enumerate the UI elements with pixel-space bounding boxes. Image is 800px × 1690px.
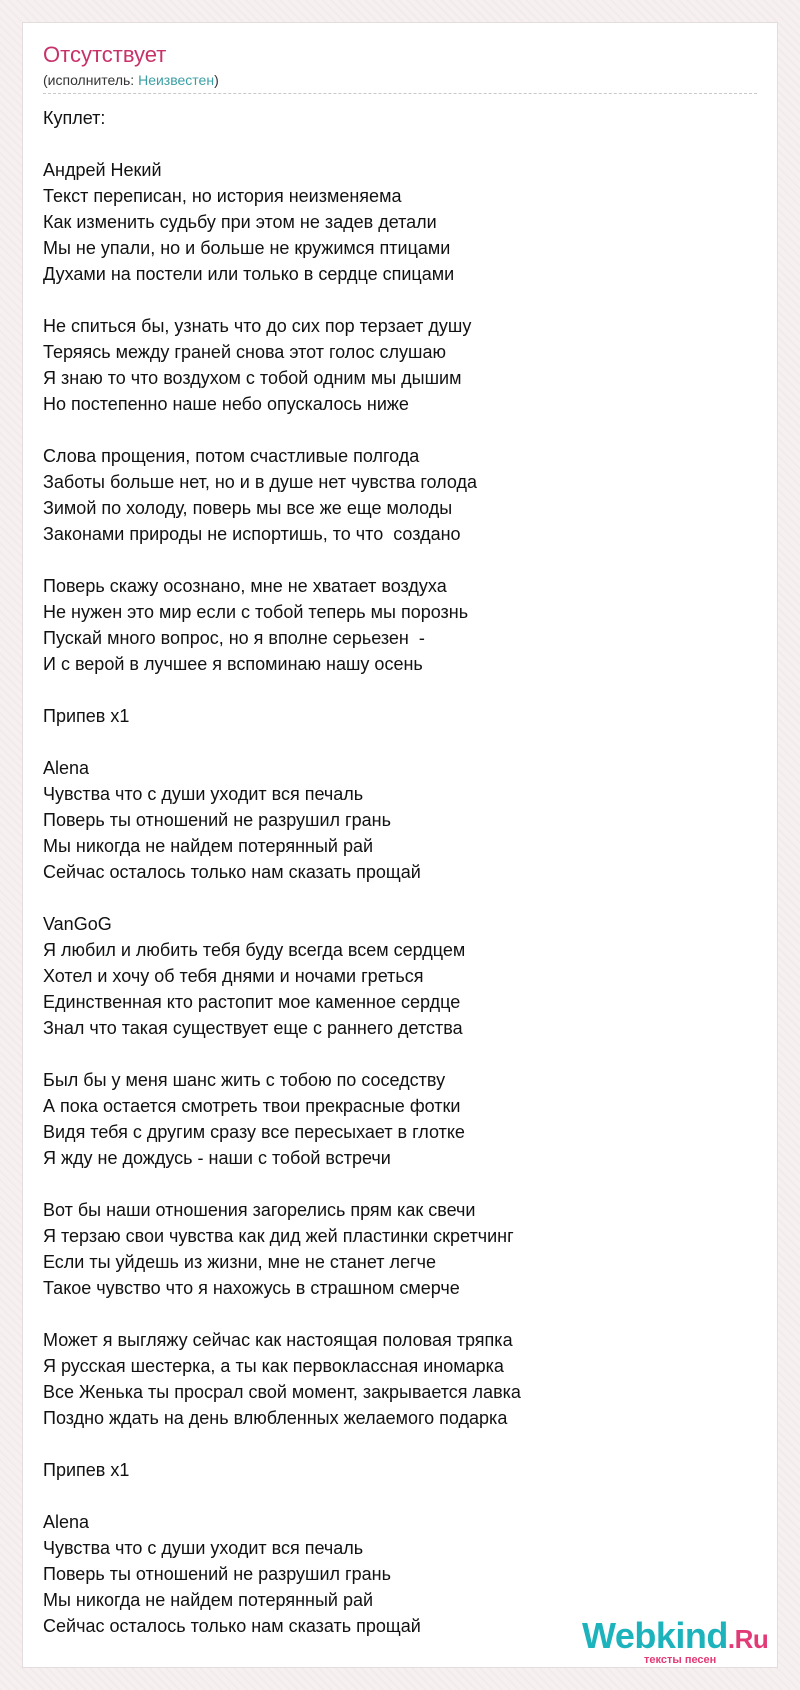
lyric-line: Слова прощения, потом счастливые полгода <box>43 446 420 466</box>
stanza-break <box>43 417 743 443</box>
lyric-line: А пока остается смотреть твои прекрасные фотки <box>43 1096 461 1116</box>
lyric-line: Зимой по холоду, поверь мы все же еще молоды <box>43 498 453 518</box>
lyric-line: И с верой в лучшее я вспоминаю нашу осень <box>43 654 423 674</box>
lyric-line: Духами на постели или только в сердце спицами <box>43 264 455 284</box>
stanza-break <box>43 1171 743 1197</box>
lyric-line: Я знаю то что воздухом с тобой одним мы дышим <box>43 368 462 388</box>
lyric-line: Мы никогда не найдем потерянный рай <box>43 836 374 856</box>
lyric-line: Я терзаю свои чувства как дид жей пластинки скретчинг <box>43 1226 514 1246</box>
lyric-line: Знал что такая существует еще с раннего детства <box>43 1018 463 1038</box>
lyric-line: Может я выгляжу сейчас как настоящая половая тряпка <box>43 1330 513 1350</box>
lyric-line: Видя тебя с другим сразу все пересыхает в глотке <box>43 1122 465 1142</box>
stanza-break <box>43 1041 743 1067</box>
lyric-line: Припев х1 <box>43 1460 130 1480</box>
logo-tagline: тексты песен <box>644 1654 717 1666</box>
lyric-line: Я русская шестерка, а ты как первоклассная иномарка <box>43 1356 504 1376</box>
lyric-line: Если ты уйдешь из жизни, мне не станет легче <box>43 1252 436 1272</box>
performer-line <box>43 71 219 89</box>
stanza-break <box>43 885 743 911</box>
lyric-line: Не спиться бы, узнать что до сих пор терзает душу <box>43 316 472 336</box>
lyric-line: Чувства что с души уходит вся печаль <box>43 1538 364 1558</box>
lyric-line: Был бы у меня шанс жить с тобою по соседству <box>43 1070 446 1090</box>
stanza-break <box>43 547 743 573</box>
lyrics-card <box>22 22 778 1668</box>
lyric-line: Заботы больше нет, но и в душе нет чувства голода <box>43 472 477 492</box>
lyric-line: Теряясь между граней снова этот голос слушаю <box>43 342 446 362</box>
lyric-line: Сейчас осталось только нам сказать прощай <box>43 1616 421 1636</box>
stanza-break <box>43 729 743 755</box>
performer-suffix: ) <box>214 72 219 88</box>
lyric-line: Мы не упали, но и больше не кружимся птицами <box>43 238 451 258</box>
stanza-break <box>43 287 743 313</box>
lyric-line: Как изменить судьбу при этом не задев детали <box>43 212 437 232</box>
performer-link[interactable]: Неизвестен <box>138 72 215 88</box>
lyric-line: Андрей Некий <box>43 160 162 180</box>
lyric-line: Такое чувство что я нахожусь в страшном смерче <box>43 1278 460 1298</box>
stanza-break <box>43 1483 743 1509</box>
lyric-line: Не нужен это мир если с тобой теперь мы порознь <box>43 602 469 622</box>
webkind-logo <box>582 1616 782 1676</box>
lyric-line: Вот бы наши отношения загорелись прям как свечи <box>43 1200 476 1220</box>
song-title: Отсутствует <box>43 42 167 67</box>
logo-wordmark <box>582 1616 768 1659</box>
lyric-line: Законами природы не испортишь, то что создано <box>43 524 461 544</box>
logo-main-text: Webkind <box>582 1615 728 1656</box>
lyric-line: Мы никогда не найдем потерянный рай <box>43 1590 374 1610</box>
stanza-break <box>43 1301 743 1327</box>
lyric-line: Поздно ждать на день влюбленных желаемого подарка <box>43 1408 508 1428</box>
lyric-line: Поверь скажу осознано, мне не хватает воздуха <box>43 576 447 596</box>
lyric-line: Сейчас осталось только нам сказать прощай <box>43 862 421 882</box>
lyric-line: Поверь ты отношений не разрушил грань <box>43 810 391 830</box>
lyric-line: Хотел и хочу об тебя днями и ночами греться <box>43 966 424 986</box>
title-divider <box>43 93 757 94</box>
lyric-line: Пускай много вопрос, но я вполне серьезен - <box>43 628 425 648</box>
performer-prefix: (исполнитель: <box>43 72 139 88</box>
lyric-line: Припев х1 <box>43 706 130 726</box>
stanza-break <box>43 1431 743 1457</box>
stanza-break <box>43 131 743 157</box>
lyric-line: Я жду не дождусь - наши с тобой встречи <box>43 1148 391 1168</box>
lyric-line: VanGoG <box>43 914 112 934</box>
stanza-break <box>43 677 743 703</box>
lyric-line: Alena <box>43 1512 90 1532</box>
lyric-line: Куплет: <box>43 108 106 128</box>
lyrics-body <box>43 105 743 1639</box>
lyric-line: Чувства что с души уходит вся печаль <box>43 784 364 804</box>
lyric-line: Я любил и любить тебя буду всегда всем сердцем <box>43 940 466 960</box>
logo-suffix: .Ru <box>727 1624 769 1654</box>
lyric-line: Текст переписан, но история неизменяема <box>43 186 402 206</box>
lyric-line: Но постепенно наше небо опускалось ниже <box>43 394 409 414</box>
lyric-line: Alena <box>43 758 90 778</box>
lyric-line: Все Женька ты просрал свой момент, закрывается лавка <box>43 1382 521 1402</box>
lyric-line: Единственная кто растопит мое каменное сердце <box>43 992 461 1012</box>
lyric-line: Поверь ты отношений не разрушил грань <box>43 1564 391 1584</box>
